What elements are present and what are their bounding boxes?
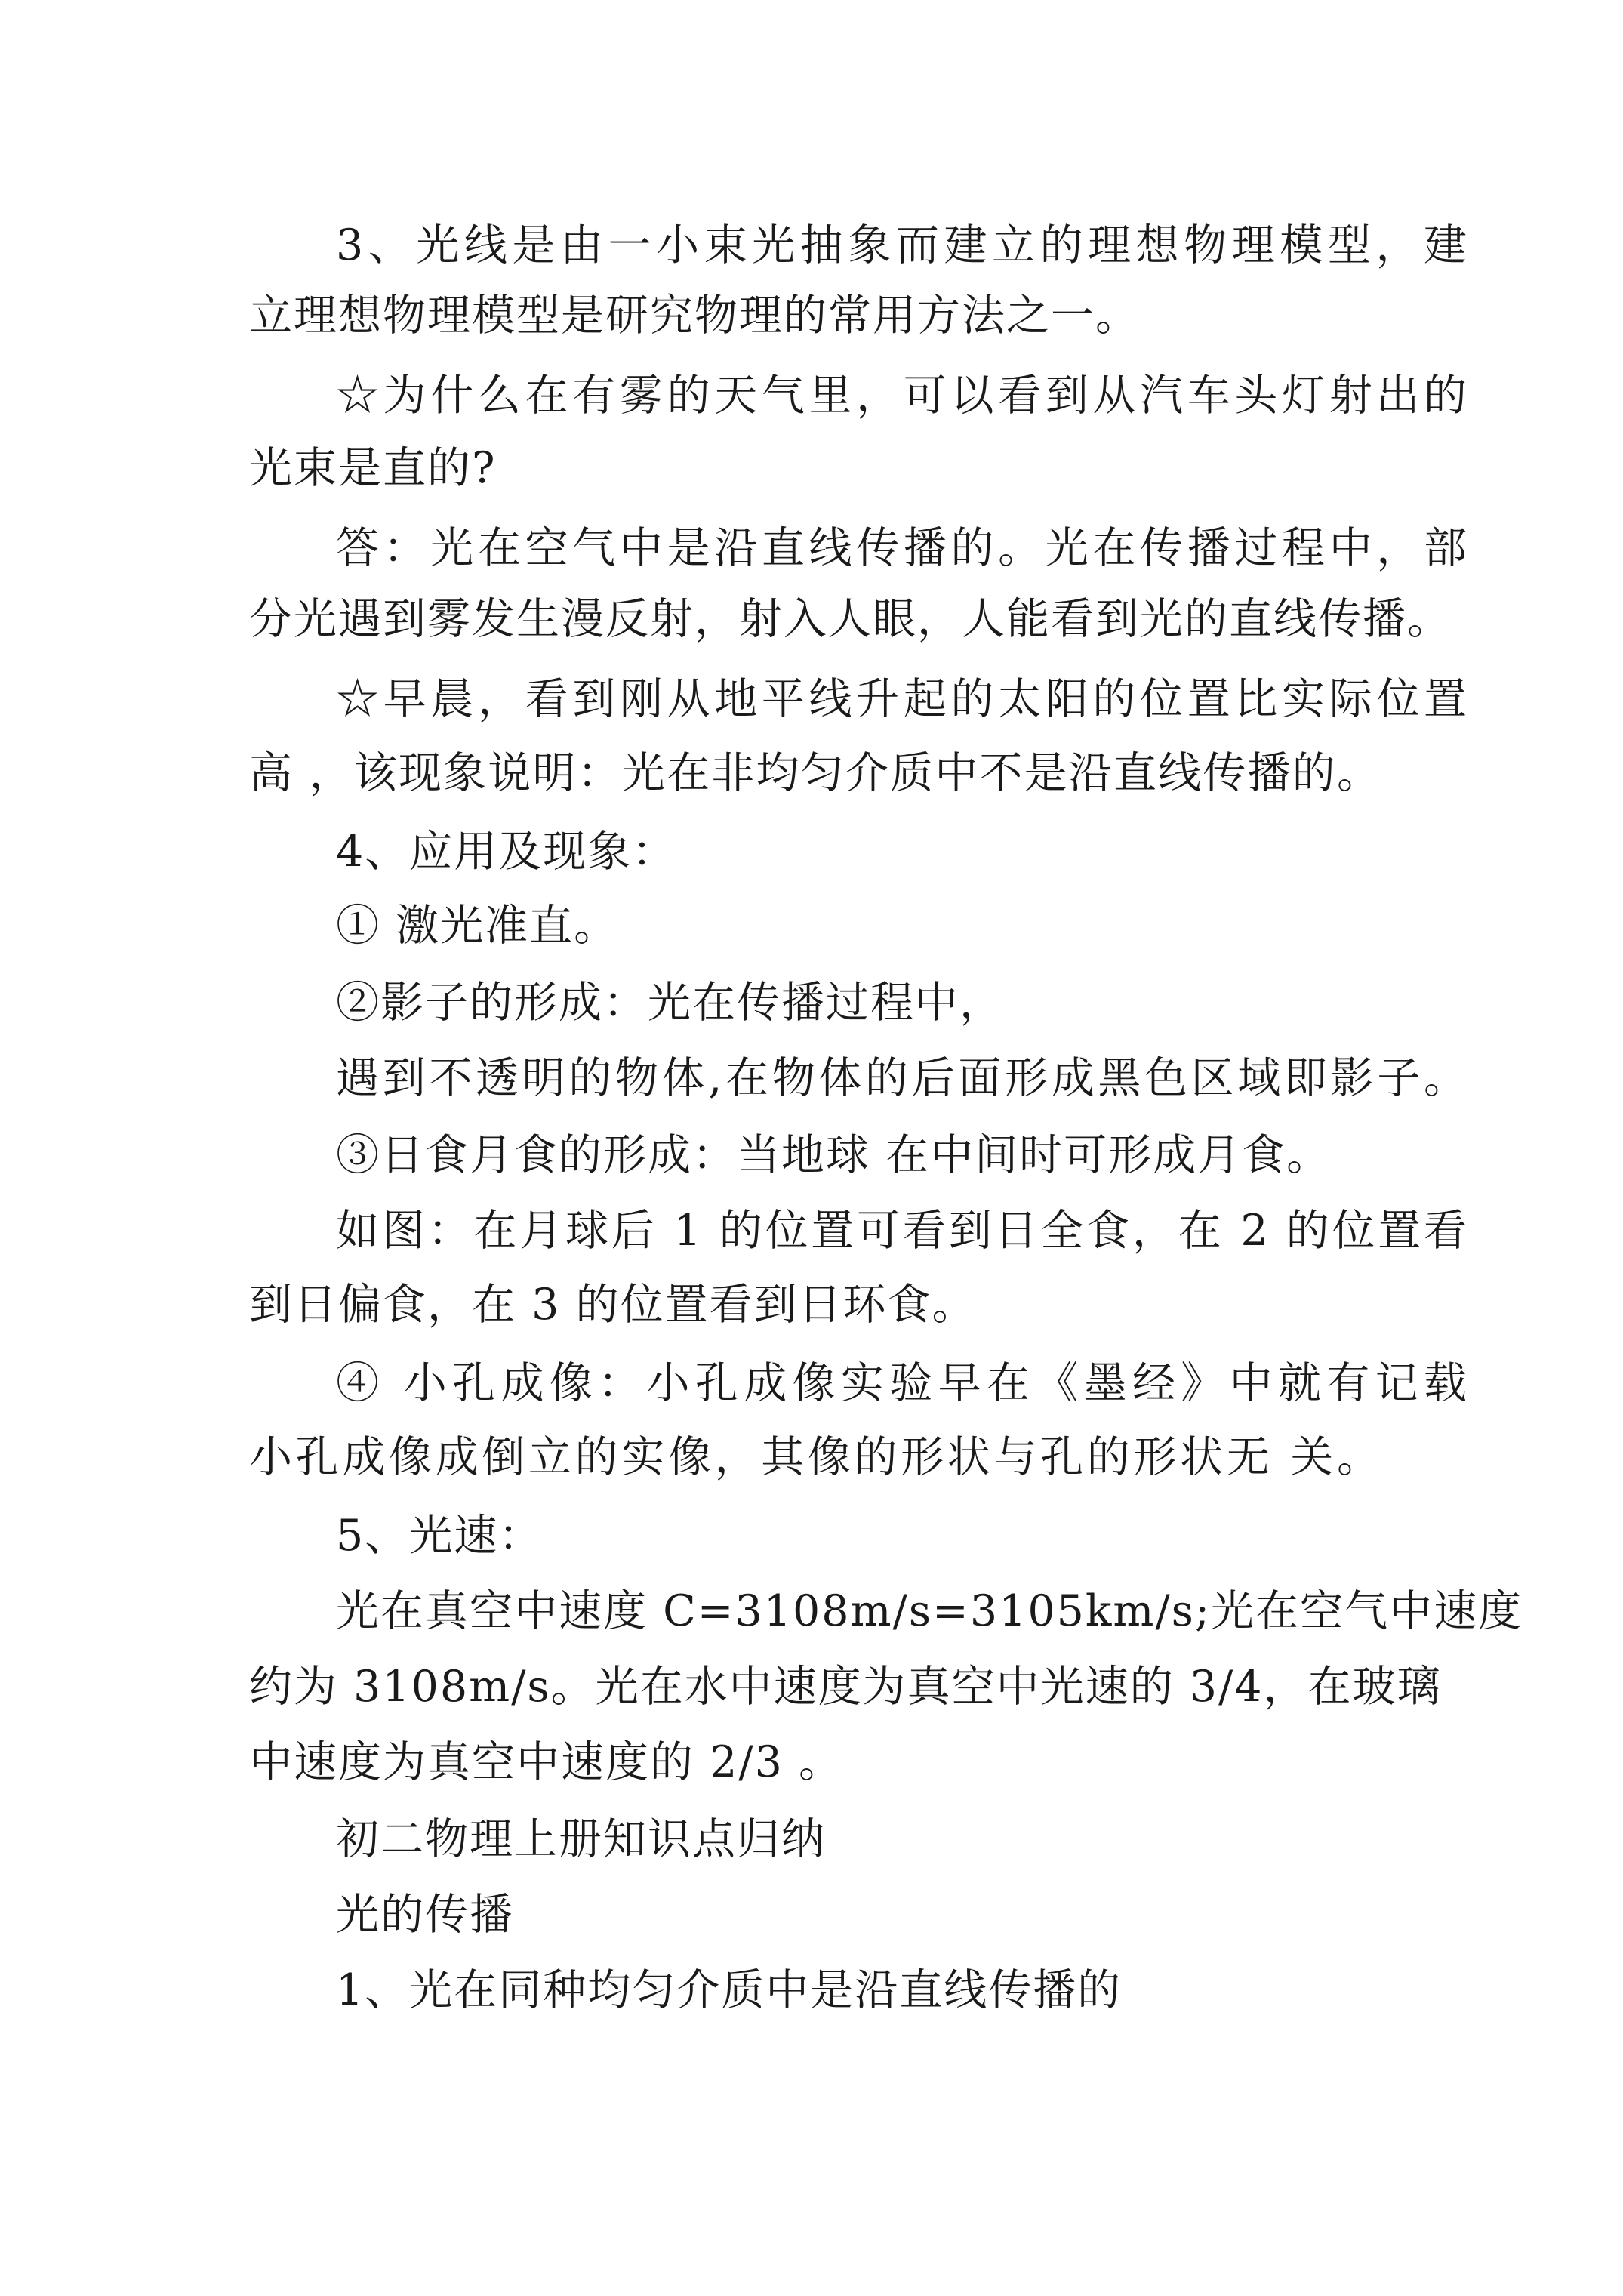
paragraph-line: ☆为什么在有雾的天气里，可以看到从汽车头灯射出的 bbox=[336, 371, 1468, 421]
paragraph-line: ☆早晨，看到刚从地平线升起的太阳的位置比实际位置 bbox=[336, 674, 1468, 724]
paragraph-line: ③日食月食的形成：当地球 在中间时可形成月食。 bbox=[336, 1130, 1332, 1180]
paragraph-line: 答：光在空气中是沿直线传播的。光在传播过程中，部 bbox=[336, 523, 1468, 573]
paragraph-line: 1、光在同种均匀介质中是沿直线传播的 bbox=[336, 1965, 1123, 2015]
paragraph-line: 立理想物理模型是研究物理的常用方法之一。 bbox=[249, 291, 1140, 341]
paragraph-line: 小孔成像成倒立的实像，其像的形状与孔的形状无 关。 bbox=[249, 1432, 1381, 1482]
paragraph-line: 4、应用及现象： bbox=[336, 827, 677, 877]
paragraph-line: 高 ，该现象说明：光在非均匀介质中不是沿直线传播的。 bbox=[249, 748, 1381, 798]
paragraph-line: 遇到不透明的物体,在物体的后面形成黑色区域即影子。 bbox=[336, 1053, 1468, 1103]
paragraph-line: 3、光线是由一小束光抽象而建立的理想物理模型，建 bbox=[336, 220, 1468, 270]
paragraph-line: 光束是直的? bbox=[249, 443, 497, 493]
paragraph-line: ① 激光准直。 bbox=[336, 901, 619, 951]
paragraph-line: 光在真空中速度 C=3108m/s=3105km/s;光在空气中速度 bbox=[336, 1586, 1523, 1636]
paragraph-line: 如图：在月球后 1 的位置可看到日全食，在 2 的位置看 bbox=[336, 1206, 1468, 1256]
paragraph-line: 5、光速： bbox=[336, 1511, 544, 1561]
section-subheading: 光的传播 bbox=[336, 1890, 514, 1940]
paragraph-line: 约为 3108m/s。光在水中速度为真空中光速的 3/4，在玻璃 bbox=[249, 1662, 1442, 1712]
section-heading: 初二物理上册知识点归纳 bbox=[336, 1814, 826, 1864]
paragraph-line: ④ 小孔成像：小孔成像实验早在《墨经》中就有记载 bbox=[336, 1358, 1468, 1408]
paragraph-line: ②影子的形成：光在传播过程中， bbox=[336, 978, 1004, 1028]
paragraph-line: 中速度为真空中速度的 2/3 。 bbox=[249, 1737, 843, 1787]
paragraph-line: 到日偏食，在 3 的位置看到日环食。 bbox=[249, 1280, 977, 1330]
paragraph-line: 分光遇到雾发生漫反射，射入人眼，人能看到光的直线传播。 bbox=[249, 594, 1452, 644]
